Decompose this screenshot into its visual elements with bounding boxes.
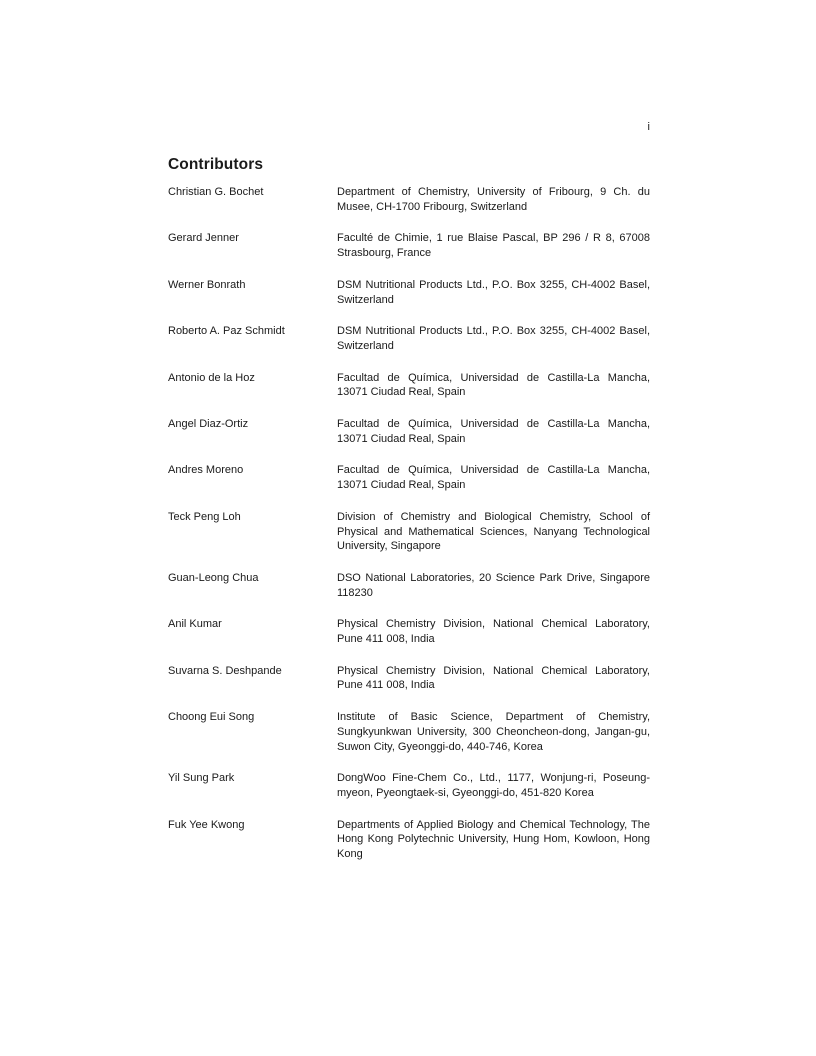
contributor-affiliation: Division of Chemistry and Biological Chemistry, School of Physical and Mathematical Sciences, Nanyang Technological University, Singapore xyxy=(337,510,650,553)
contributor-affiliation: Facultad de Química, Universidad de Castilla-La Mancha, 13071 Ciudad Real, Spain xyxy=(337,418,650,445)
contributor-affiliation: DSM Nutritional Products Ltd., P.O. Box 3255, CH-4002 Basel, Switzerland xyxy=(337,278,650,306)
contributor-affiliation: Physical Chemistry Division, National Chemical Laboratory, Pune 411 008, India xyxy=(337,664,650,692)
contributor-row xyxy=(168,463,650,492)
contributor-affiliation: DSM Nutritional Products Ltd., P.O. Box 3255, CH-4002 Basel, Switzerland xyxy=(337,325,650,352)
contributor-name: Werner Bonrath xyxy=(168,278,246,291)
contributor-row xyxy=(168,617,650,646)
contributor-name: Fuk Yee Kwong xyxy=(168,818,245,831)
contributor-name: Teck Peng Loh xyxy=(168,510,241,523)
contributor-affiliation: Facultad de Química, Universidad de Castilla-La Mancha, 13071 Ciudad Real, Spain xyxy=(337,464,650,492)
contributor-name: Guan-Leong Chua xyxy=(168,571,259,584)
contributor-row xyxy=(168,571,650,600)
contributor-row xyxy=(168,818,650,862)
contributor-name: Roberto A. Paz Schmidt xyxy=(168,325,285,338)
contributor-affiliation: Facultad de Química, Universidad de Castilla-La Mancha, 13071 Ciudad Real, Spain xyxy=(337,371,650,399)
contributor-affiliation: DSO National Laboratories, 20 Science Park Drive, Singapore 118230 xyxy=(337,571,650,599)
contributor-affiliation: Institute of Basic Science, Department of Chemistry, Sungkyunkwan University, 300 Cheoncheon-dong, Jangan-gu, Suwon City, Gyeonggi-do, 440-746, Korea xyxy=(337,711,650,753)
contributor-affiliation: Department of Chemistry, University of Fribourg, 9 Ch. du Musee, CH-1700 Fribourg, Switzerland xyxy=(337,186,650,213)
contributor-affiliation: Faculté de Chimie, 1 rue Blaise Pascal, BP 296 / R 8, 67008 Strasbourg, France xyxy=(337,232,650,260)
contributor-affiliation: Departments of Applied Biology and Chemical Technology, The Hong Kong Polytechnic University, Hung Hom, Kowloon, Hong Kong xyxy=(337,818,650,861)
contributors-list xyxy=(168,185,650,879)
contributor-name: Angel Diaz-Ortiz xyxy=(168,418,249,431)
contributor-row xyxy=(168,278,650,307)
contributor-row xyxy=(168,417,650,446)
contributor-row xyxy=(168,710,650,754)
contributor-row xyxy=(168,510,650,554)
contributor-name: Antonio de la Hoz xyxy=(168,371,255,384)
contributor-name: Gerard Jenner xyxy=(168,232,239,245)
contributor-name: Choong Eui Song xyxy=(168,711,255,724)
contributor-name: Christian G. Bochet xyxy=(168,186,264,198)
contributor-name: Anil Kumar xyxy=(168,618,222,631)
contributor-row xyxy=(168,371,650,400)
contributor-row xyxy=(168,185,650,214)
contributor-affiliation: Physical Chemistry Division, National Chemical Laboratory, Pune 411 008, India xyxy=(337,618,650,646)
contributor-row xyxy=(168,324,650,353)
page-number: i xyxy=(647,121,650,133)
contributor-name: Suvarna S. Deshpande xyxy=(168,664,282,677)
contributor-affiliation: DongWoo Fine-Chem Co., Ltd., 1177, Wonjung-ri, Poseung-myeon, Pyeongtaek-si, Gyeonggi-do, 451-820 Korea xyxy=(337,772,650,799)
contributor-row xyxy=(168,664,650,693)
contributor-row xyxy=(168,771,650,800)
page-title: Contributors xyxy=(168,156,264,173)
contributor-name: Yil Sung Park xyxy=(168,772,235,785)
contributor-name: Andres Moreno xyxy=(168,464,244,477)
contributor-row xyxy=(168,231,650,260)
